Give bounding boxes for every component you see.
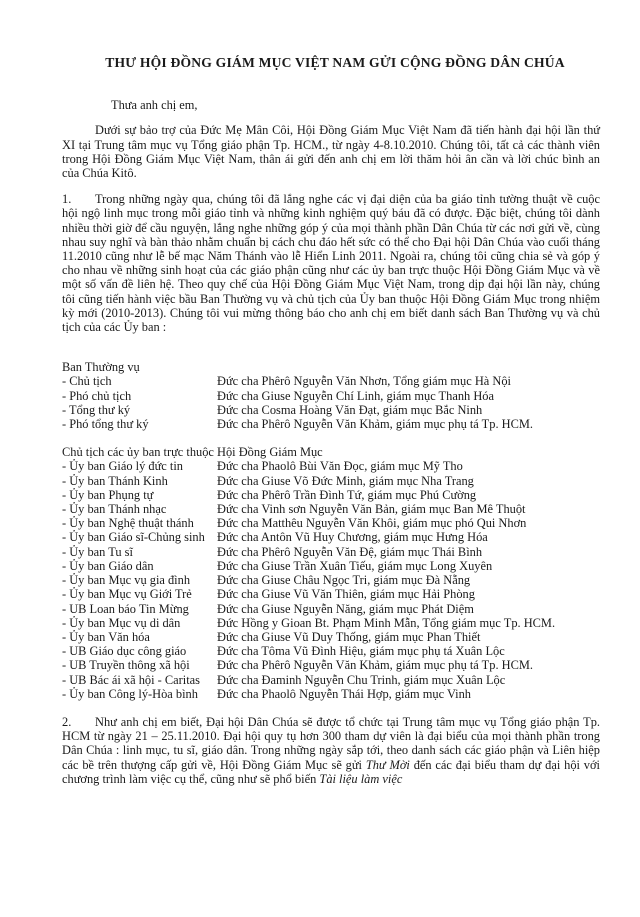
table-row (62, 474, 555, 488)
person-cell: Đức cha Phêrô Nguyễn Văn Khảm, giám mục phụ tá Tp. HCM. (217, 417, 533, 432)
person-cell: Đức cha Antôn Vũ Huy Chương, giám mục Hưng Hóa (217, 530, 488, 545)
role-cell: - Ủy ban Tu sĩ (62, 544, 133, 559)
person-cell: Đức cha Cosma Hoàng Văn Đạt, giám mục Bắc Ninh (217, 402, 483, 417)
table-row (62, 573, 555, 587)
commissions-table (62, 459, 555, 700)
table-row (62, 545, 555, 559)
person-cell: Đức cha Đaminh Nguyễn Chu Trinh, giám mục Xuân Lộc (217, 672, 506, 687)
person-cell: Đức cha Giuse Nguyễn Chí Linh, giám mục Thanh Hóa (217, 388, 494, 403)
person-cell: Đức cha Phaolô Bùi Văn Đọc, giám mục Mỹ Tho (217, 459, 463, 474)
section-2-paragraph (62, 715, 600, 786)
role-cell: - Ủy ban Công lý-Hòa bình (62, 686, 198, 701)
section-1-number: 1. (62, 192, 72, 207)
section-1-paragraph (62, 192, 600, 334)
table-row (62, 616, 555, 630)
person-cell: Đức cha Giuse Nguyễn Năng, giám mục Phát Diệm (217, 601, 474, 616)
person-cell: Đức cha Phêrô Nguyễn Văn Đệ, giám mục Thái Bình (217, 544, 483, 559)
role-cell: - UB Giáo dục công giáo (62, 644, 187, 659)
person-cell: Đức cha Matthêu Nguyễn Văn Khôi, giám mục phó Qui Nhơn (217, 516, 527, 531)
commissions-heading: Chủ tịch các ủy ban trực thuộc Hội Đồng Giám Mục (62, 445, 323, 460)
role-cell: - Ủy ban Phụng tự (62, 487, 154, 502)
table-row (62, 530, 555, 544)
role-cell: - Ủy ban Mục vụ Giới Trẻ (62, 587, 192, 602)
table-row (62, 630, 555, 644)
table-row (62, 389, 533, 403)
section-2-text: Như anh chị em biết, Đại hội Dân Chúa sẽ được tổ chức tại Trung tâm mục vụ Tổng giáo phận Tp. HCM từ ngày 21 – 25.11.2010. Đại hội quy tụ hơn 300 tham dự viên là đại biểu của mọi thành phần trong Dân Chúa : linh mục, tu sĩ, giáo dân. Trong những ngày sắp tới, theo danh sách các giáo phận và Liên hiệp các bề trên thượng cấp gửi về, Hội Đồng Giám Mục sẽ gửi (62, 714, 600, 772)
role-cell: - Ủy ban Thánh nhạc (62, 502, 167, 517)
table-row (62, 417, 533, 431)
person-cell: Đức cha Giuse Vũ Duy Thống, giám mục Phan Thiết (217, 629, 481, 644)
role-cell: - Ủy ban Thánh Kinh (62, 473, 168, 488)
role-cell: - Ủy ban Nghệ thuật thánh (62, 516, 194, 531)
role-cell: - Phó chủ tịch (62, 388, 132, 403)
role-cell: - UB Loan báo Tin Mừng (62, 601, 189, 616)
person-cell: Đức cha Giuse Vũ Văn Thiên, giám mục Hải Phòng (217, 587, 475, 602)
section-2-number: 2. (62, 714, 72, 729)
role-cell: - Ủy ban Giáo sĩ-Chủng sinh (62, 530, 205, 545)
table-row (62, 644, 555, 658)
person-cell: Đức cha Phêrô Trần Đình Tứ, giám mục Phú Cường (217, 487, 477, 502)
person-cell: Đức cha Giuse Châu Ngọc Tri, giám mục Đà Nẵng (217, 573, 471, 588)
person-cell: Đức Hồng y Gioan Bt. Phạm Minh Mẫn, Tổng giám mục Tp. HCM. (217, 615, 556, 630)
greeting: Thưa anh chị em, (111, 98, 198, 113)
role-cell: - Tổng thư ký (62, 402, 131, 417)
role-cell: - Ủy ban Văn hóa (62, 629, 150, 644)
person-cell: Đức cha Tôma Vũ Đình Hiệu, giám mục phụ tá Xuân Lộc (217, 644, 505, 659)
table-row (62, 687, 555, 701)
table-row (62, 559, 555, 573)
invitation-letter-italic: Thư Mời (365, 757, 410, 772)
letter-title: THƯ HỘI ĐỒNG GIÁM MỤC VIỆT NAM GỬI CỘNG ĐỒNG DÂN CHÚA (105, 55, 565, 70)
role-cell: - Ủy ban Mục vụ di dân (62, 615, 181, 630)
role-cell: - Chủ tịch (62, 374, 112, 389)
role-cell: - Ủy ban Mục vụ gia đình (62, 573, 191, 588)
table-row (62, 488, 555, 502)
person-cell: Đức cha Giuse Trần Xuân Tiếu, giám mục Long Xuyên (217, 558, 493, 573)
working-document-italic: Tài liệu làm việc (319, 771, 403, 786)
table-row (62, 516, 555, 530)
role-cell: - UB Truyền thông xã hội (62, 658, 190, 673)
intro-paragraph: Dưới sự bảo trợ của Đức Mẹ Mân Côi, Hội Đồng Giám Mục Việt Nam đã tiến hành đại hội lần thứ XI tại Trung tâm mục vụ Tổng giáo phận Tp. HCM., từ ngày 4-8.10.2010. Chúng tôi, tất cả các thành viên trong Hội Đồng Giám Mục Việt Nam, thân ái gửi đến anh chị em lời thăm hỏi ân cần và lời chúc bình an của Chúa Kitô. (62, 123, 600, 181)
table-row (62, 658, 555, 672)
role-cell: - UB Bác ái xã hội - Caritas (62, 672, 200, 687)
role-cell: - Ủy ban Giáo dân (62, 558, 154, 573)
table-row (62, 587, 555, 601)
standing-committee-table (62, 374, 533, 431)
section-1-text: Trong những ngày qua, chúng tôi đã lắng nghe các vị đại diện của ba giáo tỉnh tường thuật về cuộc hội ngộ linh mục trong mỗi giáo tỉnh và những kinh nghiệm quý báu đã có được. Đặc biệt, chúng tôi dành nhiều thời giờ để cầu nguyện, lắng nghe những góp ý của mọi thành phần Dân Chúa từ các nơi gửi về, cùng nhau suy nghĩ và bàn thảo nhằm chuẩn bị cách chu đáo hết sức có thể cho Đại hội Dân Chúa vào cuối tháng 11.2010 cũng như lễ bế mạc Năm Thánh vào lễ Hiển Linh 2011. Ngoài ra, chúng tôi cũng chia sẻ và góp ý cho nhau về những sinh hoạt của các giáo phận cũng như các ủy ban trực thuộc Hội Đồng Giám Mục và về một số vấn đề liên hệ. Theo quy chế của Hội Đồng Giám Mục Việt Nam, trong dịp đại hội lần này, chúng tôi cũng tiến hành việc bầu Ban Thường vụ và chủ tịch của Ủy ban thuộc Hội Đồng Giám Mục trong nhiệm kỳ mới (2010-2013). Chúng tôi vui mừng thông báo cho anh chị em biết danh sách Ban Thường vụ và chủ tịch của các Ủy ban : (62, 192, 600, 335)
table-row (62, 459, 555, 473)
role-cell: - Phó tổng thư ký (62, 417, 149, 432)
section-2-text-middle: đến các đại biểu tham dự đại hội với chương trình làm việc cụ thể, cũng như sẽ phổ biến (62, 757, 600, 786)
person-cell: Đức cha Phêrô Nguyễn Văn Khảm, giám mục phụ tá Tp. HCM. (217, 658, 533, 673)
table-row (62, 403, 533, 417)
person-cell: Đức cha Giuse Võ Đức Minh, giám mục Nha Trang (217, 473, 474, 488)
table-row (62, 374, 533, 388)
table-row (62, 502, 555, 516)
spacer (62, 346, 600, 360)
role-cell: - Ủy ban Giáo lý đức tin (62, 459, 183, 474)
person-cell: Đức cha Vinh sơn Nguyễn Văn Bản, giám mục Ban Mê Thuột (217, 502, 526, 517)
table-row (62, 602, 555, 616)
person-cell: Đức cha Phaolô Nguyễn Thái Hợp, giám mục Vinh (217, 686, 471, 701)
person-cell: Đức cha Phêrô Nguyễn Văn Nhơn, Tổng giám mục Hà Nội (217, 374, 511, 389)
standing-committee-heading: Ban Thường vụ (62, 360, 140, 375)
table-row (62, 673, 555, 687)
